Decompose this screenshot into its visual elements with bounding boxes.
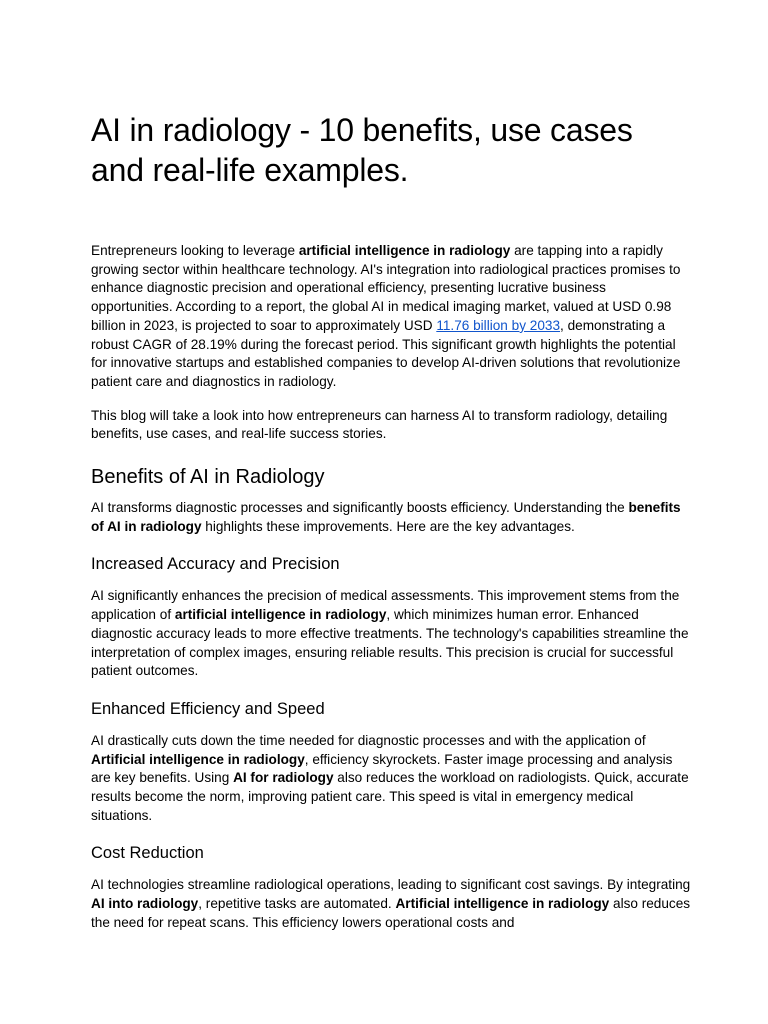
efficiency-text-3: also reduces the workload on radiologists. Quick, accurate results become the norm, improving patient care. This speed is vital in emergency medical situations. — [91, 770, 689, 823]
efficiency-paragraph — [91, 732, 691, 826]
accuracy-bold-1: artificial intelligence in radiology — [174, 607, 387, 623]
intro-bold-1: artificial intelligence in radiology — [298, 243, 511, 258]
cost-bold-1: AI into radiology — [91, 896, 199, 912]
cost-heading: Cost Reduction — [91, 844, 204, 863]
accuracy-text-2: , which minimizes human error. Enhanced diagnostic accuracy leads to more effective treatments. The technology's capabilities streamline the interpretation of complex images, ensuring reliable results. This precision is crucial for successful patient outcomes. — [91, 607, 689, 679]
efficiency-heading: Enhanced Efficiency and Speed — [91, 699, 325, 718]
page-title: AI in radiology - 10 benefits, use cases and real-life examples. — [91, 112, 633, 188]
market-report-link[interactable]: 11.76 billion by 2033 — [436, 317, 561, 333]
benefits-text-1: AI transforms diagnostic processes and significantly boosts efficiency. Understanding the — [91, 500, 629, 516]
benefits-heading: Benefits of AI in Radiology — [91, 466, 325, 489]
cost-text-3: also reduces the need for repeat scans. This efficiency lowers operational costs and — [91, 896, 691, 930]
efficiency-text-2: , efficiency skyrockets. Faster image processing and analysis are key benefits. Using — [91, 751, 673, 786]
cost-text-2: , repetitive tasks are automated. — [198, 896, 396, 912]
cost-paragraph — [91, 876, 691, 932]
cost-text-1: AI technologies streamline radiological operations, leading to significant cost savings. By integrating — [91, 877, 691, 893]
intro-text-3: , demonstrating a robust CAGR of 28.19% during the forecast period. This significant growth highlights the potential for innovative startups and established companies to develop AI-driven solutions that revolutionize patient care and diagnostics in radiology. — [91, 317, 681, 389]
intro-text-1: Entrepreneurs looking to leverage — [91, 243, 299, 258]
accuracy-paragraph — [91, 587, 691, 681]
document-page — [91, 110, 691, 933]
efficiency-bold-1: Artificial intelligence in radiology — [91, 751, 305, 767]
intro-paragraph — [91, 242, 691, 392]
efficiency-text-1: AI drastically cuts down the time needed for diagnostic processes and with the application of — [91, 732, 646, 748]
benefits-text-2: highlights these improvements. Here are the key advantages. — [201, 518, 575, 534]
benefits-bold-1: benefits of AI in radiology — [91, 500, 681, 534]
intro-text-2: are tapping into a rapidly growing sector within healthcare technology. AI's integration into radiological practices promises to enhance diagnostic precision and operational efficiency, presenting lucrative business opportunities. According to a report, the global AI in medical imaging market, valued at USD 0.98 billion in 2023, is projected to soar to approximately USD — [91, 243, 681, 333]
blog-intro-paragraph: This blog will take a look into how entrepreneurs can harness AI to transform radiology, detailing benefits, use cases, and real-life success stories. — [91, 407, 668, 442]
benefits-paragraph — [91, 499, 691, 536]
efficiency-bold-2: AI for radiology — [233, 770, 334, 786]
accuracy-heading: Increased Accuracy and Precision — [91, 555, 340, 574]
cost-bold-2: Artificial intelligence in radiology — [395, 896, 610, 912]
accuracy-text-1: AI significantly enhances the precision of medical assessments. This improvement stems from the application of — [91, 588, 680, 623]
